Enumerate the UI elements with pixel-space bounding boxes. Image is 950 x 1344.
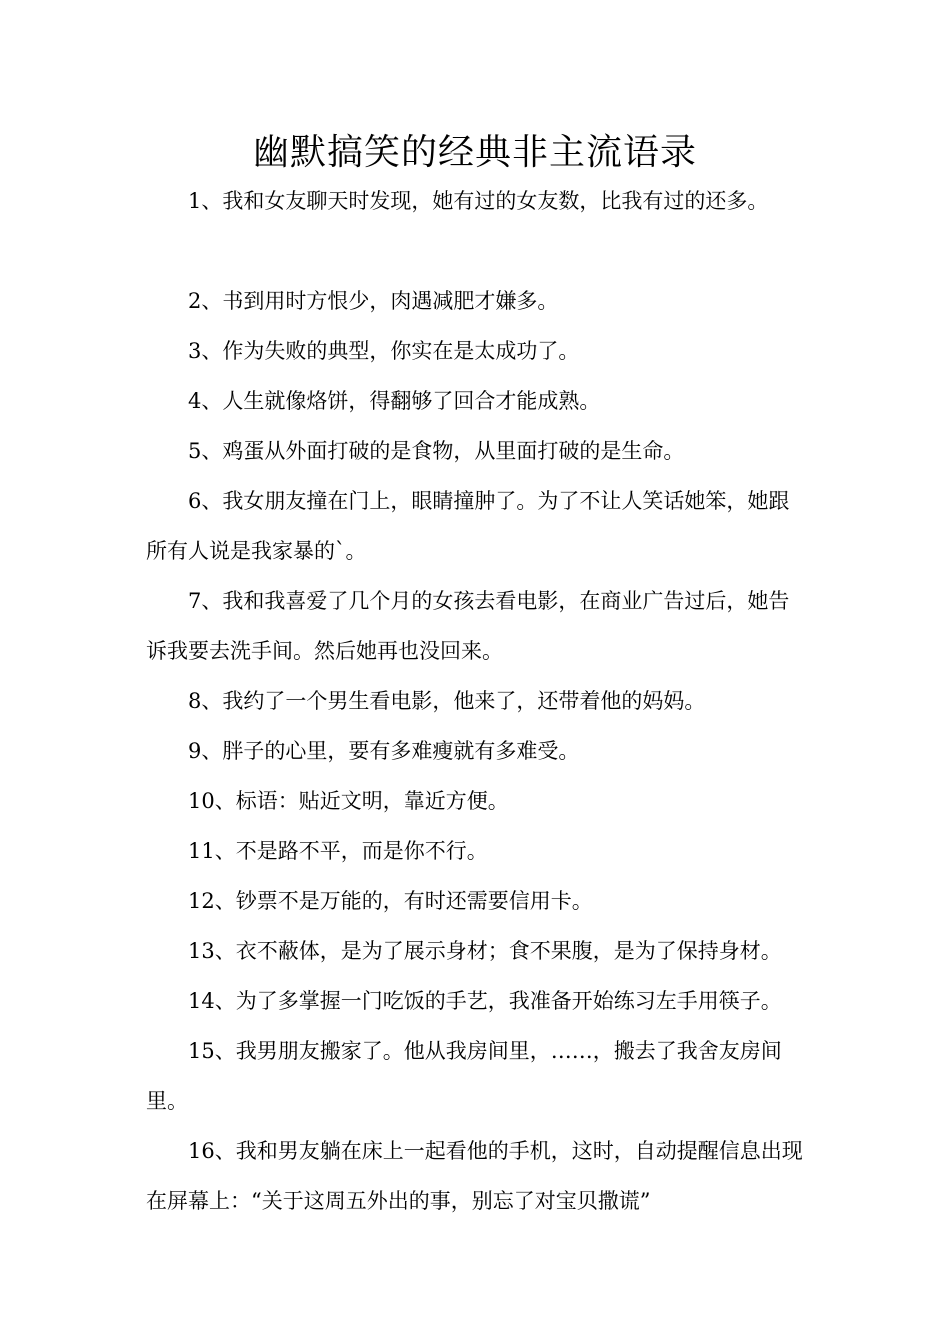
paragraph-3: 3、作为失败的典型，你实在是太成功了。 [188, 339, 580, 363]
paragraph-15: 15、我男朋友搬家了。他从我房间里，……，搬去了我舍友房间里。 [146, 1039, 782, 1113]
paragraph-16: 16、我和男友躺在床上一起看他的手机，这时，自动提醒信息出现在屏幕上：“关于这周五外出的事，别忘了对宝贝撒谎” [146, 1139, 803, 1213]
paragraph-4: 4、人生就像烙饼，得翻够了回合才能成熟。 [188, 389, 601, 413]
document-title: 幽默搞笑的经典非主流语录 [252, 132, 697, 173]
paragraph-11: 11、不是路不平，而是你不行。 [188, 839, 488, 863]
paragraph-9: 9、胖子的心里，要有多难瘦就有多难受。 [188, 739, 580, 763]
paragraph-13: 13、衣不蔽体，是为了展示身材；食不果腹，是为了保持身材。 [188, 939, 782, 963]
paragraph-8: 8、我约了一个男生看电影，他来了，还带着他的妈妈。 [188, 689, 706, 713]
paragraph-1: 1、我和女友聊天时发现，她有过的女友数，比我有过的还多。 [188, 189, 769, 213]
paragraph-2: 2、书到用时方恨少，肉遇减肥才嫌多。 [188, 289, 559, 313]
paragraph-14: 14、为了多掌握一门吃饭的手艺，我准备开始练习左手用筷子。 [188, 989, 782, 1013]
paragraph-6: 6、我女朋友撞在门上，眼睛撞肿了。为了不让人笑话她笨，她跟所有人说是我家暴的`。 [146, 489, 790, 563]
paragraph-10: 10、标语：贴近文明，靠近方便。 [188, 789, 509, 813]
paragraph-7: 7、我和我喜爱了几个月的女孩去看电影，在商业广告过后，她告诉我要去洗手间。然后她再也没回来。 [146, 589, 790, 663]
paragraph-12: 12、钞票不是万能的，有时还需要信用卡。 [188, 889, 593, 913]
paragraph-5: 5、鸡蛋从外面打破的是食物，从里面打破的是生命。 [188, 439, 685, 463]
